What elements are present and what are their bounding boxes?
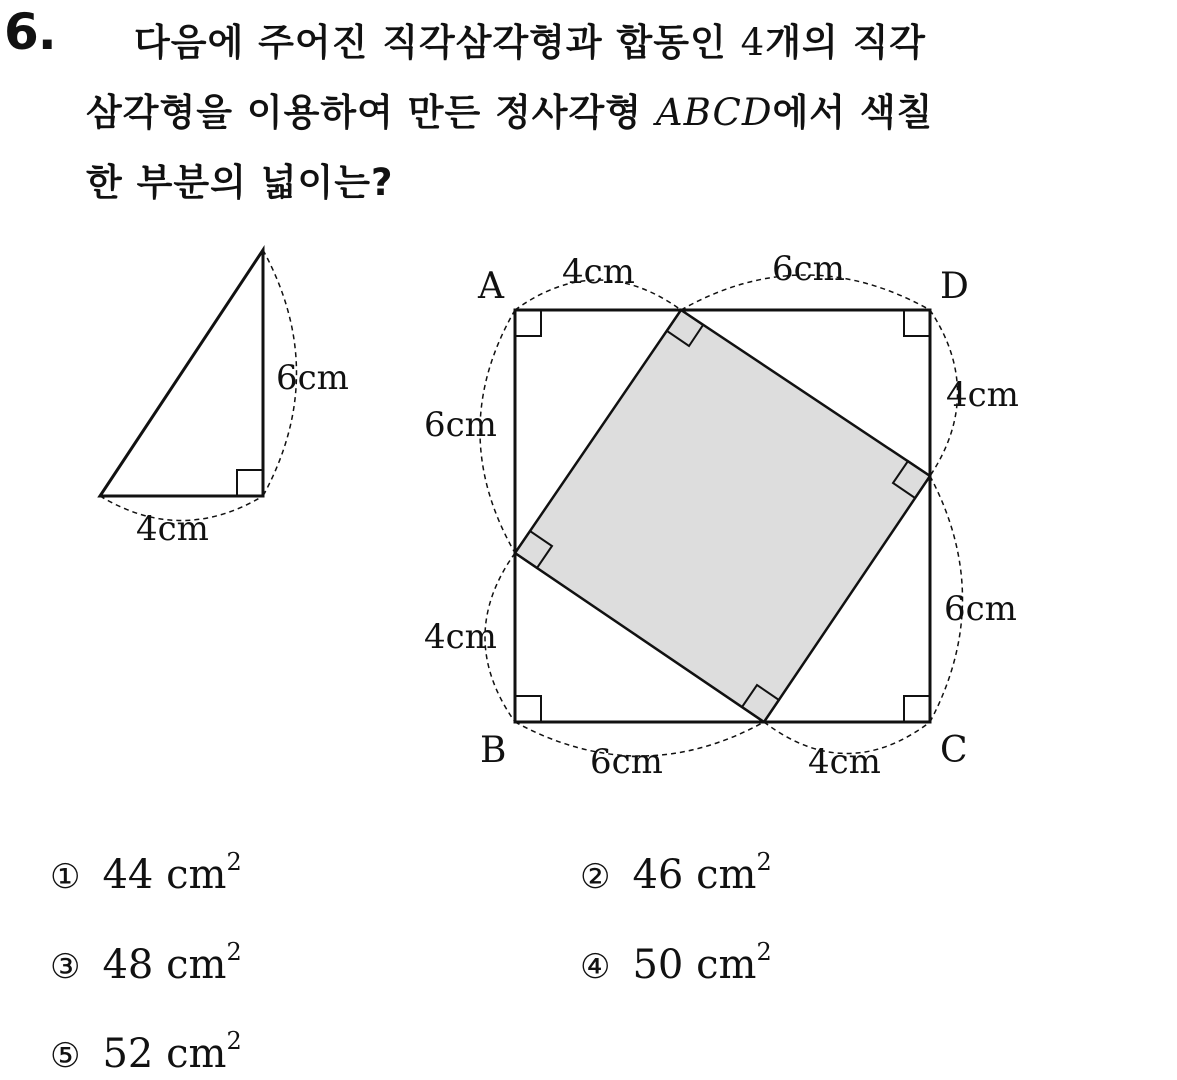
triangle-label-horizontal: 4cm xyxy=(136,509,209,549)
choice-3-value: 48 xyxy=(102,942,154,988)
given-right-triangle xyxy=(100,250,263,496)
triangle-dimension-arcs xyxy=(100,250,297,521)
question-line-3: 한 부분의 넓이는? xyxy=(86,161,394,204)
choice-4-mark: ④ xyxy=(580,947,611,987)
label-right-upper: 4cm xyxy=(946,375,1019,415)
triangle-label-vertical: 6cm xyxy=(276,358,349,398)
vertex-b: B xyxy=(480,730,507,771)
choice-3-mark: ③ xyxy=(50,947,81,987)
choice-2[interactable]: ② 46 $cm^2$ xyxy=(580,848,772,898)
vertex-a: A xyxy=(478,266,504,307)
label-left-upper: 6cm xyxy=(424,405,497,445)
choice-5-value: 52 xyxy=(102,1031,154,1077)
question-number: 6. xyxy=(4,3,56,61)
label-bottom-left: 6cm xyxy=(590,742,663,782)
choice-4[interactable]: ④ 50 $cm^2$ xyxy=(580,938,772,988)
question-line-1: 다음에 주어진 직각삼각형과 합동인 4개의 직각 xyxy=(134,21,927,64)
choice-1-mark: ① xyxy=(50,857,81,897)
choice-5[interactable]: ⑤ 52 $cm^2$ xyxy=(50,1027,242,1077)
label-top-right: 6cm xyxy=(772,249,845,289)
label-bottom-right: 4cm xyxy=(808,742,881,782)
choice-3-unit: cm xyxy=(166,942,227,988)
choice-2-mark: ② xyxy=(580,857,611,897)
choice-1-value: 44 xyxy=(102,852,154,898)
label-top-left: 4cm xyxy=(562,252,635,292)
label-right-lower: 6cm xyxy=(944,589,1017,629)
shaded-inner-square xyxy=(515,310,930,722)
choice-1[interactable]: ① 44 $cm^2$ xyxy=(50,848,242,898)
vertex-d: D xyxy=(940,266,969,307)
choice-2-value: 46 xyxy=(632,852,684,898)
vertex-c: C xyxy=(940,730,968,771)
choice-2-unit: cm xyxy=(696,852,757,898)
choice-5-unit: cm xyxy=(166,1031,227,1077)
choice-4-unit: cm xyxy=(696,942,757,988)
question-line-2: 삼각형을 이용하여 만든 정사각형 ABCD에서 색칠 xyxy=(86,91,934,134)
choice-5-mark: ⑤ xyxy=(50,1036,81,1076)
choice-1-unit: cm xyxy=(166,852,227,898)
choice-4-value: 50 xyxy=(632,942,684,988)
label-left-lower: 4cm xyxy=(424,617,497,657)
choice-3[interactable]: ③ 48 $cm^2$ xyxy=(50,938,242,988)
